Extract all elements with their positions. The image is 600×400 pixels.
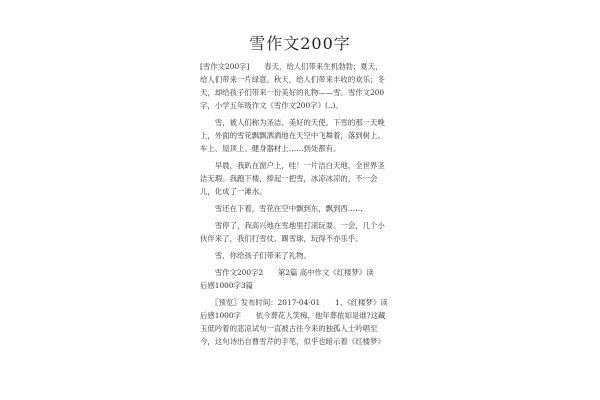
paragraph-line: 洁无瑕。我跑下楼，捧起一把雪，冰凉冰凉的，不一会 xyxy=(200,174,378,183)
paragraph-line: 天，却给孩子们带来一份美好的礼物——雪。雪作文200 xyxy=(200,88,385,97)
paragraph-line: 车上、屋顶上、健身器材上……到处都有。 xyxy=(200,144,341,153)
paragraph-line: 伙伴来了，我们打雪仗、踢雪球，玩得不亦乐乎。 xyxy=(200,234,363,243)
paragraph-line: 雪作文200字2 第2篇 高中作文《红楼梦》读 xyxy=(200,268,374,277)
paragraph-line: 雪，被人们称为圣洁、美好的天使。下雪的那一天晚 xyxy=(200,118,385,127)
paragraph-line: 〖预览〗发布时间：2017-04-01 1、《红楼梦》读 xyxy=(200,298,388,307)
paragraph-line: 早晨，我趴在窗户上，哇！一片洁白天地，全世界圣 xyxy=(200,161,385,170)
paragraph-line: 字，小学五年级作文《雪作文200字》(..)。 xyxy=(200,101,343,110)
paragraph-line: 后感1000字3篇 xyxy=(200,281,254,290)
paragraph-line: 儿，化成了一滩水。 xyxy=(200,187,267,196)
paragraph-line: 后感1000字 依今葬花人笑痴，他年葬侬知是谁?这藏 xyxy=(200,311,386,320)
paragraph-line: 今，这句诗出自曹雪芹的手笔，似乎也暗示着《红楼梦》 xyxy=(200,337,385,346)
paragraph-line: [雪作文200字] 春天，给人们带来生机勃勃；夏天， xyxy=(200,62,383,71)
paragraph-line: 上，外面的雪花飘飘洒洒地在天空中飞舞着，落到树上、 xyxy=(200,131,385,140)
paragraph-line: 雪还在下着，雪花在空中飘到东，飘到西…… xyxy=(200,204,363,213)
paragraph-line: 雪停了，我高兴地在雪地里打滚玩耍。一会，几个小 xyxy=(200,221,385,230)
paragraph-line: 给人们带来一片绿意。秋天，给人们带来丰收的欢乐；冬 xyxy=(200,75,385,84)
paragraph-line: 雪，你给孩子们带来了礼物。 xyxy=(200,251,311,260)
document-title: 雪作文200字 xyxy=(249,34,351,53)
paragraph-line: 玉低吟着的悲凉试句一直被古往今来的独孤人士吟唱至 xyxy=(200,324,378,333)
